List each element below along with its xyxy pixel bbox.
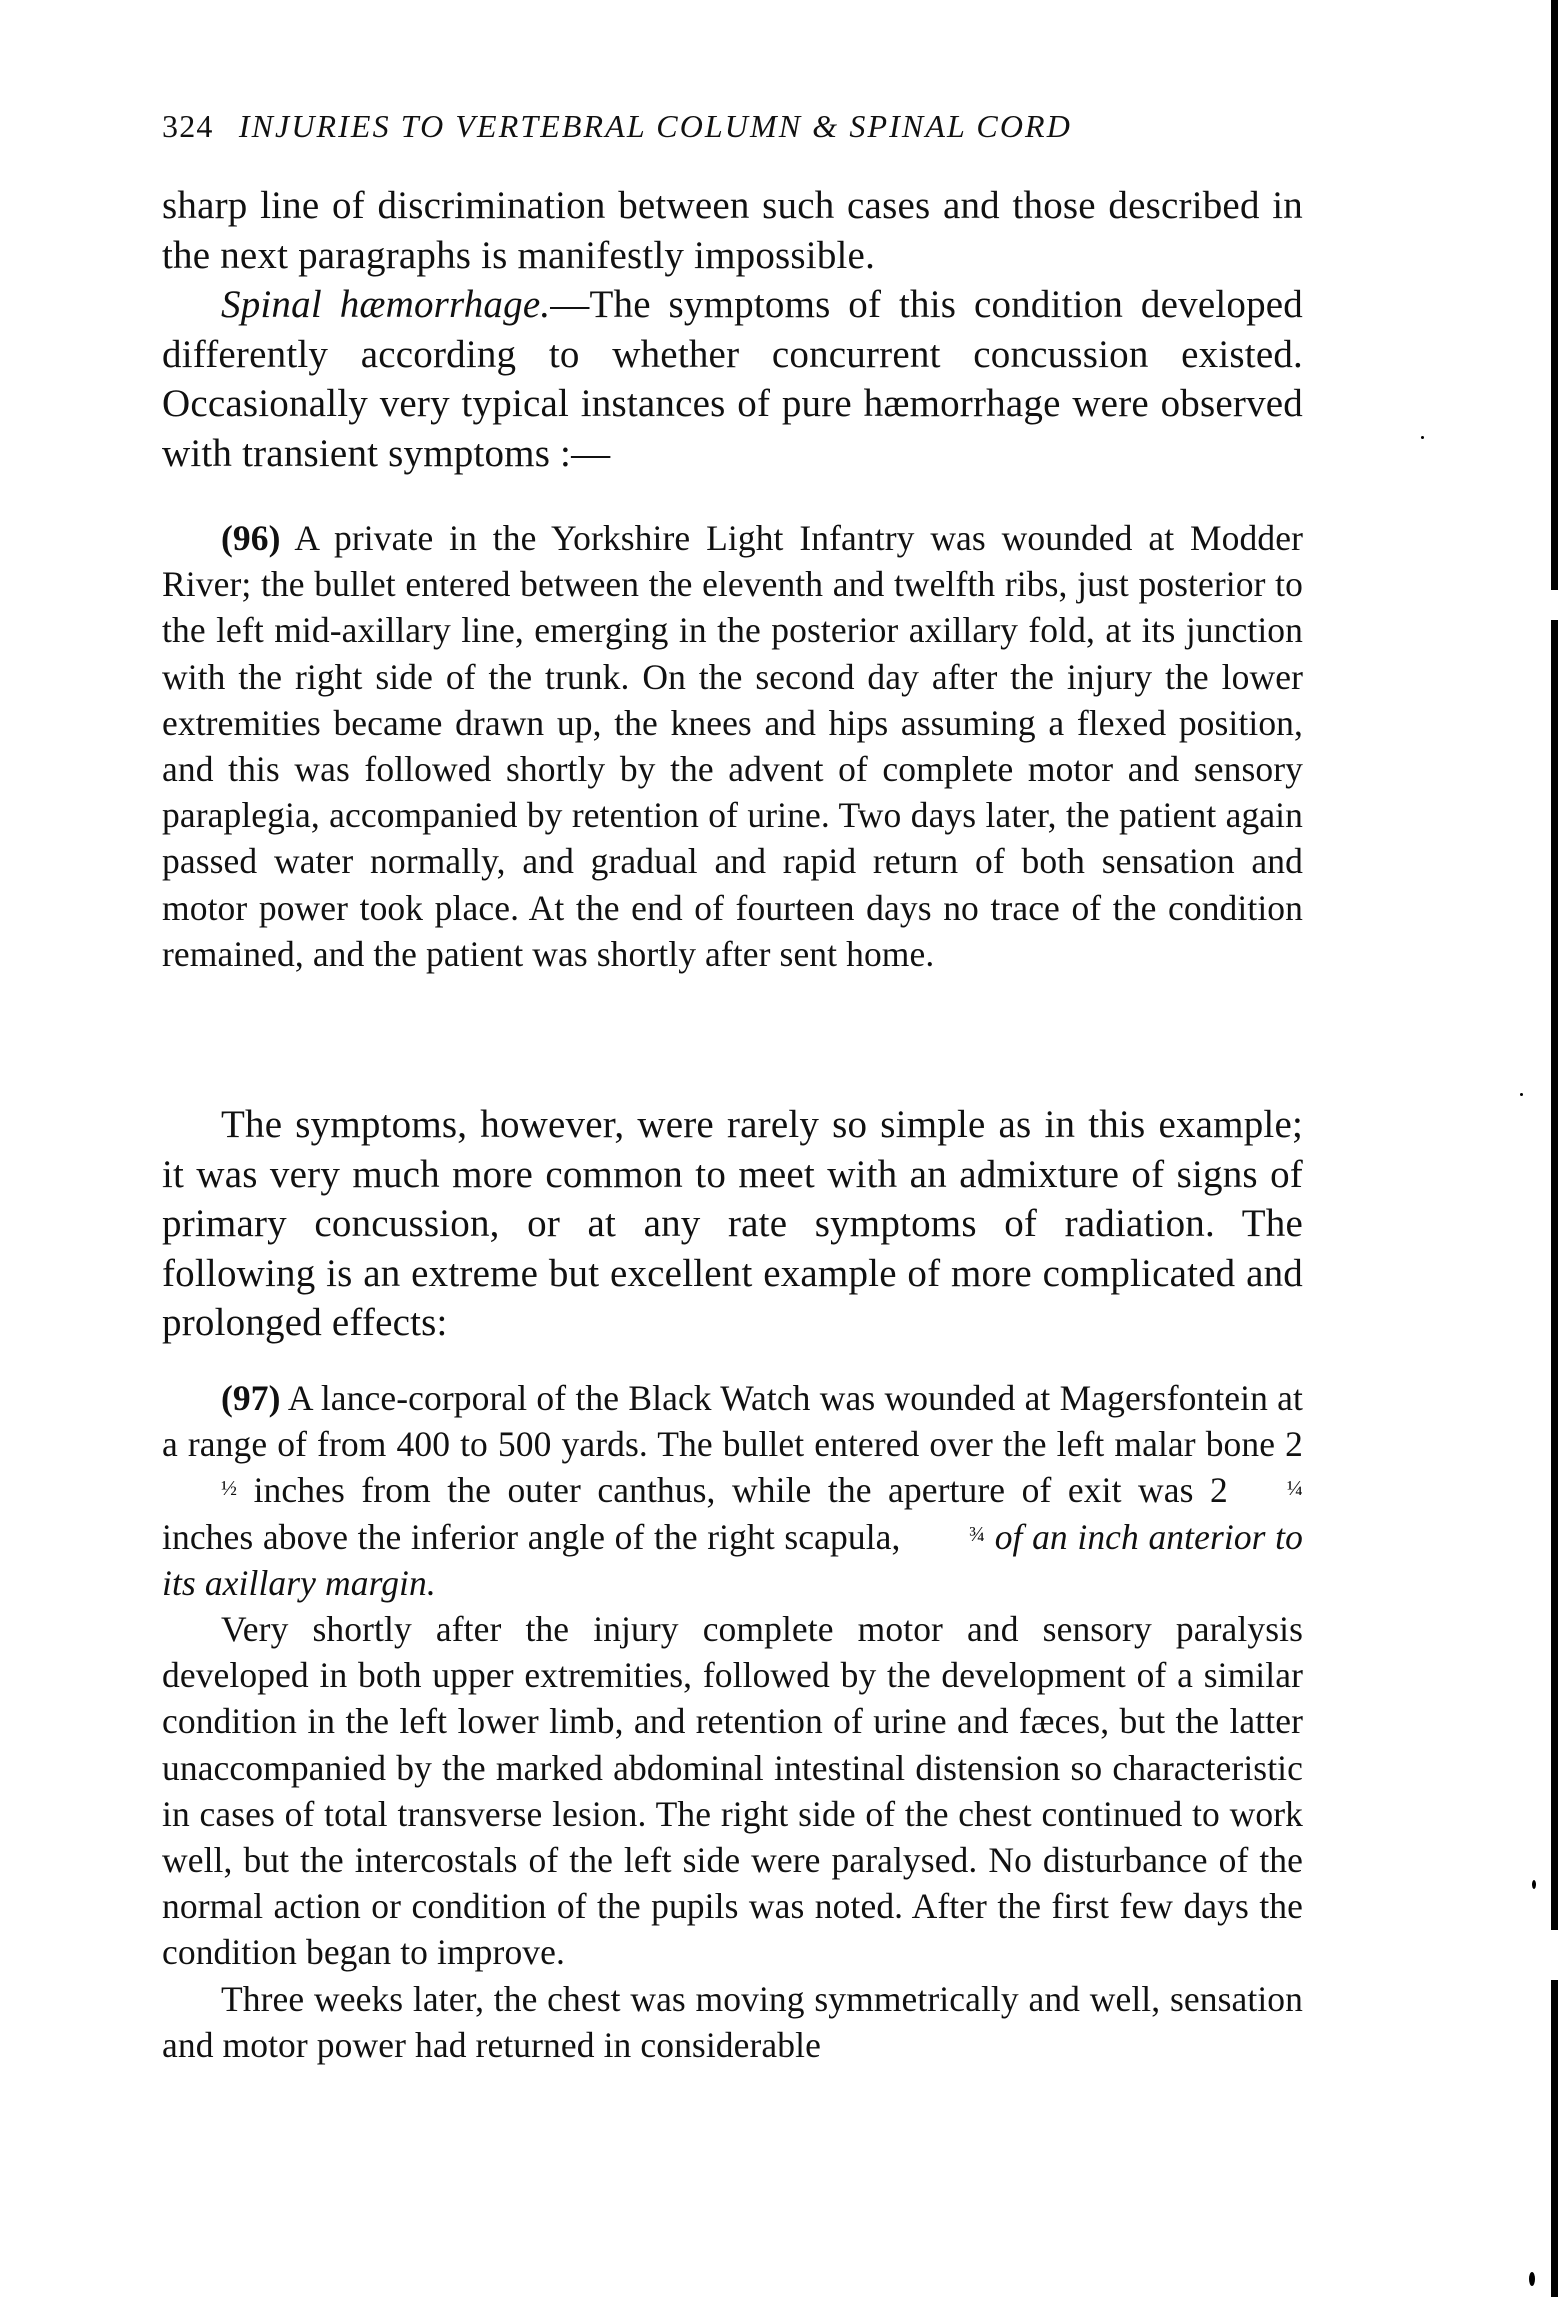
- paragraph-spinal-haemorrhage: [162, 280, 1303, 478]
- em-dash: —: [550, 283, 590, 326]
- page-number: 324: [162, 108, 214, 144]
- case-paragraph: [162, 1375, 1303, 1606]
- paragraph-progression: Very shortly after the injury complete motor and sensory paralysis developed in both upper extremities, followed by the development of a similar condition in the left lower limb, and retention of urine and fæces, but the latter unaccompanied by the marked abdominal intestinal distension so characteristic in cases of total transverse lesion. The right side of the chest continued to work well, but the intercostals of the left side were paralysed. No disturbance of the normal action or condition of the pupils was noted. After the first few days the condition began to improve.: [162, 1609, 1303, 1973]
- body-text: [162, 181, 1303, 478]
- paragraph-three-weeks-later: Three weeks later, the chest was moving symmetrically and well, sensation and motor power had returned in considerable: [162, 1978, 1303, 2065]
- paragraph-symptoms-complex: [162, 1100, 1303, 1348]
- case-number: (96): [221, 518, 281, 558]
- paragraph-continuation: sharp line of discrimination between such cases and those described in the next paragraphs is manifestly impossible.: [162, 184, 1303, 277]
- case-text-italic: of an inch anterior to its axillary margin.: [162, 1516, 1303, 1603]
- scan-edge-shadow: [1551, 0, 1558, 2297]
- running-title: INJURIES TO VERTEBRAL COLUMN & SPINAL CORD: [238, 108, 1072, 144]
- fraction-three-quarters: ¾: [969, 1522, 986, 1547]
- case-text: inches above the inferior angle of the right scapula,: [162, 1516, 911, 1557]
- fraction-half: ½: [221, 1475, 238, 1500]
- paragraph-text: The symptoms of this condition developed differently according to whether concurrent concussion existed. Occasionally very typical instances of pure hæmorrhage were observed with transient symptoms :—: [162, 283, 1303, 475]
- scan-speck: [1520, 1093, 1523, 1096]
- scan-speck: [1421, 436, 1424, 439]
- paragraph-text: The symptoms, however, were rarely so simple as in this example; it was very much more common to meet with an admixture of signs of primary concussion, or at any rate symptoms of radiation. The following is an extreme but excellent example of more complicated and prolonged effects:: [162, 1103, 1303, 1344]
- running-header: [162, 104, 1303, 148]
- case-text: A private in the Yorkshire Light Infantry was wounded at Modder River; the bullet entered between the eleventh and twelfth ribs, just posterior to the left mid-axillary line, emerging in the posterior axillary fold, at its junction with the right side of the trunk. On the second day after the injury the lower extremities became drawn up, the knees and hips assuming a flexed position, and this was followed shortly by the advent of complete motor and sensory paraplegia, accompanied by retention of urine. Two days later, the patient again passed water normally, and gradual and rapid return of both sensation and motor power took place. At the end of fourteen days no trace of the condition remained, and the patient was shortly after sent home.: [162, 518, 1303, 974]
- case-text: inches from the outer canthus, while the aperture of exit was 2: [237, 1470, 1228, 1511]
- fraction-quarter: ¼: [1286, 1475, 1303, 1500]
- case-97: [162, 1375, 1303, 2068]
- case-text: A lance-corporal of the Black Watch was wounded at Magersfontein at a range of from 400 to 500 yards. The bullet entered over the left malar bone 2: [162, 1378, 1303, 1465]
- case-paragraph: [162, 515, 1303, 977]
- case-96: [162, 515, 1303, 977]
- scan-speck: [1529, 2272, 1535, 2286]
- case-number: (97): [221, 1378, 281, 1418]
- scan-speck: [1532, 1880, 1536, 1889]
- section-heading-spinal-haemorrhage: Spinal hæmorrhage.: [221, 283, 551, 326]
